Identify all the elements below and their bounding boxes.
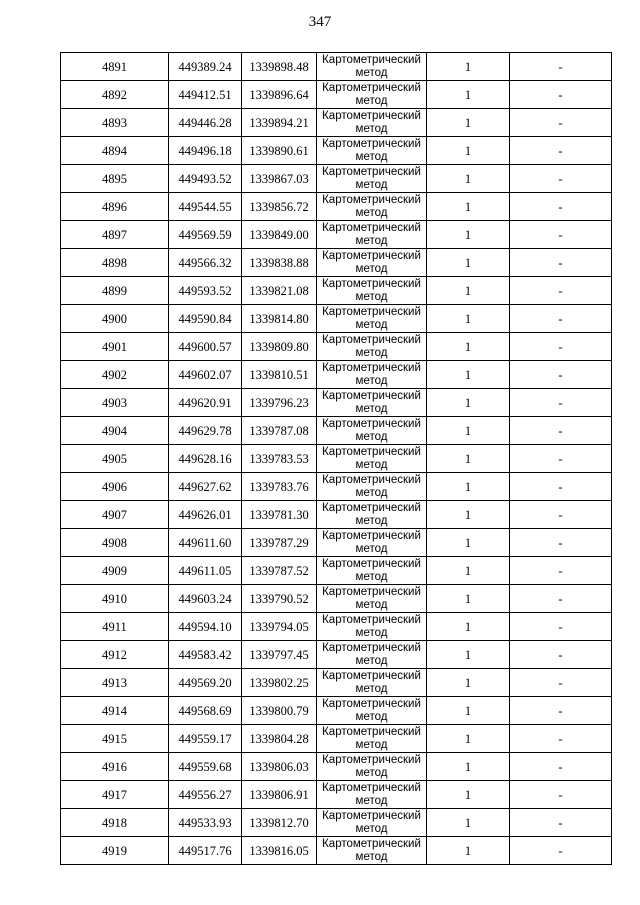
x-coordinate-cell: 449569.20: [169, 669, 242, 697]
point-number-cell: 4909: [61, 557, 169, 585]
method-line-1: Картометрический: [322, 362, 421, 374]
table-row: [61, 809, 612, 837]
method-line-2: метод: [355, 459, 388, 471]
point-number-cell: 4913: [61, 669, 169, 697]
method-line-1: Картометрический: [322, 726, 421, 738]
method-cell: [317, 333, 427, 361]
method-cell: [317, 529, 427, 557]
point-number-cell: 4918: [61, 809, 169, 837]
accuracy-cell: 1: [427, 641, 510, 669]
method-cell: [317, 417, 427, 445]
accuracy-cell: 1: [427, 557, 510, 585]
table-row: [61, 221, 612, 249]
table-row: [61, 333, 612, 361]
accuracy-cell: 1: [427, 669, 510, 697]
note-cell: -: [510, 585, 612, 613]
method-line-1: Картометрический: [322, 698, 421, 710]
table-row: [61, 249, 612, 277]
y-coordinate-cell: 1339800.79: [242, 697, 317, 725]
coordinates-table: [60, 52, 612, 865]
accuracy-cell: 1: [427, 305, 510, 333]
method-cell: [317, 137, 427, 165]
accuracy-cell: 1: [427, 221, 510, 249]
method-cell: [317, 753, 427, 781]
point-number-cell: 4900: [61, 305, 169, 333]
accuracy-cell: 1: [427, 81, 510, 109]
point-number-cell: 4908: [61, 529, 169, 557]
table-row: [61, 781, 612, 809]
method-line-2: метод: [355, 711, 388, 723]
note-cell: -: [510, 333, 612, 361]
method-line-1: Картометрический: [322, 110, 421, 122]
y-coordinate-cell: 1339890.61: [242, 137, 317, 165]
method-line-1: Картометрический: [322, 782, 421, 794]
note-cell: -: [510, 277, 612, 305]
method-cell: [317, 165, 427, 193]
point-number-cell: 4906: [61, 473, 169, 501]
method-cell: [317, 277, 427, 305]
note-cell: -: [510, 249, 612, 277]
table-row: [61, 445, 612, 473]
table-row: [61, 165, 612, 193]
note-cell: -: [510, 473, 612, 501]
method-cell: [317, 669, 427, 697]
method-cell: [317, 501, 427, 529]
method-cell: [317, 109, 427, 137]
point-number-cell: 4915: [61, 725, 169, 753]
accuracy-cell: 1: [427, 501, 510, 529]
table-row: [61, 501, 612, 529]
accuracy-cell: 1: [427, 473, 510, 501]
x-coordinate-cell: 449556.27: [169, 781, 242, 809]
x-coordinate-cell: 449602.07: [169, 361, 242, 389]
y-coordinate-cell: 1339809.80: [242, 333, 317, 361]
x-coordinate-cell: 449629.78: [169, 417, 242, 445]
method-cell: [317, 557, 427, 585]
method-line-2: метод: [355, 739, 388, 751]
method-line-2: метод: [355, 571, 388, 583]
method-line-2: метод: [355, 767, 388, 779]
method-line-2: метод: [355, 95, 388, 107]
table-row: [61, 585, 612, 613]
method-cell: [317, 249, 427, 277]
note-cell: -: [510, 109, 612, 137]
point-number-cell: 4891: [61, 53, 169, 81]
table-row: [61, 277, 612, 305]
method-line-1: Картометрический: [322, 250, 421, 262]
method-line-1: Картометрический: [322, 82, 421, 94]
y-coordinate-cell: 1339802.25: [242, 669, 317, 697]
y-coordinate-cell: 1339810.51: [242, 361, 317, 389]
method-cell: [317, 305, 427, 333]
table-row: [61, 641, 612, 669]
accuracy-cell: 1: [427, 109, 510, 137]
accuracy-cell: 1: [427, 333, 510, 361]
y-coordinate-cell: 1339894.21: [242, 109, 317, 137]
point-number-cell: 4893: [61, 109, 169, 137]
method-line-1: Картометрический: [322, 194, 421, 206]
method-line-1: Картометрический: [322, 278, 421, 290]
y-coordinate-cell: 1339787.29: [242, 529, 317, 557]
table-row: [61, 193, 612, 221]
note-cell: -: [510, 417, 612, 445]
accuracy-cell: 1: [427, 725, 510, 753]
method-cell: [317, 613, 427, 641]
x-coordinate-cell: 449593.52: [169, 277, 242, 305]
method-line-1: Картометрический: [322, 446, 421, 458]
table-row: [61, 697, 612, 725]
point-number-cell: 4892: [61, 81, 169, 109]
method-line-1: Картометрический: [322, 586, 421, 598]
x-coordinate-cell: 449544.55: [169, 193, 242, 221]
x-coordinate-cell: 449590.84: [169, 305, 242, 333]
y-coordinate-cell: 1339787.52: [242, 557, 317, 585]
method-line-1: Картометрический: [322, 334, 421, 346]
table-row: [61, 837, 612, 865]
note-cell: -: [510, 725, 612, 753]
table-row: [61, 473, 612, 501]
table-row: [61, 305, 612, 333]
x-coordinate-cell: 449568.69: [169, 697, 242, 725]
method-line-1: Картометрический: [322, 754, 421, 766]
note-cell: -: [510, 753, 612, 781]
x-coordinate-cell: 449569.59: [169, 221, 242, 249]
point-number-cell: 4903: [61, 389, 169, 417]
y-coordinate-cell: 1339856.72: [242, 193, 317, 221]
method-cell: [317, 361, 427, 389]
method-cell: [317, 221, 427, 249]
accuracy-cell: 1: [427, 389, 510, 417]
x-coordinate-cell: 449611.60: [169, 529, 242, 557]
method-line-1: Картометрический: [322, 222, 421, 234]
y-coordinate-cell: 1339816.05: [242, 837, 317, 865]
y-coordinate-cell: 1339838.88: [242, 249, 317, 277]
method-cell: [317, 781, 427, 809]
table-row: [61, 81, 612, 109]
accuracy-cell: 1: [427, 165, 510, 193]
point-number-cell: 4917: [61, 781, 169, 809]
point-number-cell: 4895: [61, 165, 169, 193]
method-line-1: Картометрический: [322, 838, 421, 850]
note-cell: -: [510, 81, 612, 109]
note-cell: -: [510, 305, 612, 333]
y-coordinate-cell: 1339898.48: [242, 53, 317, 81]
method-line-1: Картометрический: [322, 614, 421, 626]
point-number-cell: 4912: [61, 641, 169, 669]
note-cell: -: [510, 445, 612, 473]
x-coordinate-cell: 449603.24: [169, 585, 242, 613]
table-row: [61, 389, 612, 417]
method-line-1: Картометрический: [322, 54, 421, 66]
method-line-2: метод: [355, 235, 388, 247]
point-number-cell: 4899: [61, 277, 169, 305]
y-coordinate-cell: 1339783.53: [242, 445, 317, 473]
table-row: [61, 753, 612, 781]
point-number-cell: 4901: [61, 333, 169, 361]
note-cell: -: [510, 389, 612, 417]
accuracy-cell: 1: [427, 809, 510, 837]
accuracy-cell: 1: [427, 585, 510, 613]
x-coordinate-cell: 449389.24: [169, 53, 242, 81]
method-cell: [317, 725, 427, 753]
method-cell: [317, 81, 427, 109]
y-coordinate-cell: 1339896.64: [242, 81, 317, 109]
accuracy-cell: 1: [427, 249, 510, 277]
x-coordinate-cell: 449517.76: [169, 837, 242, 865]
note-cell: -: [510, 501, 612, 529]
method-cell: [317, 389, 427, 417]
y-coordinate-cell: 1339790.52: [242, 585, 317, 613]
accuracy-cell: 1: [427, 837, 510, 865]
note-cell: -: [510, 697, 612, 725]
x-coordinate-cell: 449566.32: [169, 249, 242, 277]
x-coordinate-cell: 449594.10: [169, 613, 242, 641]
x-coordinate-cell: 449626.01: [169, 501, 242, 529]
method-line-2: метод: [355, 151, 388, 163]
method-cell: [317, 193, 427, 221]
x-coordinate-cell: 449559.17: [169, 725, 242, 753]
note-cell: -: [510, 137, 612, 165]
y-coordinate-cell: 1339812.70: [242, 809, 317, 837]
point-number-cell: 4905: [61, 445, 169, 473]
method-cell: [317, 641, 427, 669]
method-line-1: Картометрический: [322, 670, 421, 682]
method-line-2: метод: [355, 543, 388, 555]
method-cell: [317, 445, 427, 473]
method-line-2: метод: [355, 375, 388, 387]
y-coordinate-cell: 1339867.03: [242, 165, 317, 193]
method-line-1: Картометрический: [322, 642, 421, 654]
y-coordinate-cell: 1339796.23: [242, 389, 317, 417]
method-line-2: метод: [355, 823, 388, 835]
method-line-1: Картометрический: [322, 558, 421, 570]
accuracy-cell: 1: [427, 697, 510, 725]
point-number-cell: 4898: [61, 249, 169, 277]
point-number-cell: 4896: [61, 193, 169, 221]
method-line-2: метод: [355, 599, 388, 611]
method-line-2: метод: [355, 851, 388, 863]
coordinates-table-body: [61, 53, 612, 865]
method-line-2: метод: [355, 207, 388, 219]
method-cell: [317, 53, 427, 81]
method-line-1: Картометрический: [322, 474, 421, 486]
point-number-cell: 4907: [61, 501, 169, 529]
y-coordinate-cell: 1339797.45: [242, 641, 317, 669]
table-row: [61, 725, 612, 753]
note-cell: -: [510, 221, 612, 249]
note-cell: -: [510, 781, 612, 809]
point-number-cell: 4911: [61, 613, 169, 641]
accuracy-cell: 1: [427, 137, 510, 165]
accuracy-cell: 1: [427, 753, 510, 781]
table-row: [61, 137, 612, 165]
x-coordinate-cell: 449583.42: [169, 641, 242, 669]
y-coordinate-cell: 1339806.03: [242, 753, 317, 781]
note-cell: -: [510, 529, 612, 557]
y-coordinate-cell: 1339806.91: [242, 781, 317, 809]
method-cell: [317, 697, 427, 725]
method-line-2: метод: [355, 627, 388, 639]
accuracy-cell: 1: [427, 277, 510, 305]
x-coordinate-cell: 449559.68: [169, 753, 242, 781]
x-coordinate-cell: 449620.91: [169, 389, 242, 417]
x-coordinate-cell: 449611.05: [169, 557, 242, 585]
note-cell: -: [510, 193, 612, 221]
method-line-1: Картометрический: [322, 418, 421, 430]
note-cell: -: [510, 809, 612, 837]
x-coordinate-cell: 449412.51: [169, 81, 242, 109]
method-line-2: метод: [355, 795, 388, 807]
table-row: [61, 557, 612, 585]
x-coordinate-cell: 449496.18: [169, 137, 242, 165]
method-line-2: метод: [355, 319, 388, 331]
point-number-cell: 4894: [61, 137, 169, 165]
table-row: [61, 613, 612, 641]
point-number-cell: 4904: [61, 417, 169, 445]
method-line-2: метод: [355, 123, 388, 135]
x-coordinate-cell: 449627.62: [169, 473, 242, 501]
method-line-2: метод: [355, 347, 388, 359]
note-cell: -: [510, 53, 612, 81]
method-line-1: Картометрический: [322, 138, 421, 150]
table-row: [61, 669, 612, 697]
y-coordinate-cell: 1339794.05: [242, 613, 317, 641]
note-cell: -: [510, 613, 612, 641]
accuracy-cell: 1: [427, 445, 510, 473]
method-line-2: метод: [355, 67, 388, 79]
table-row: [61, 529, 612, 557]
method-line-2: метод: [355, 655, 388, 667]
x-coordinate-cell: 449533.93: [169, 809, 242, 837]
y-coordinate-cell: 1339787.08: [242, 417, 317, 445]
method-line-1: Картометрический: [322, 810, 421, 822]
x-coordinate-cell: 449493.52: [169, 165, 242, 193]
y-coordinate-cell: 1339849.00: [242, 221, 317, 249]
table-row: [61, 361, 612, 389]
method-line-2: метод: [355, 291, 388, 303]
note-cell: -: [510, 165, 612, 193]
method-cell: [317, 585, 427, 613]
accuracy-cell: 1: [427, 781, 510, 809]
point-number-cell: 4902: [61, 361, 169, 389]
y-coordinate-cell: 1339781.30: [242, 501, 317, 529]
method-line-1: Картометрический: [322, 502, 421, 514]
note-cell: -: [510, 837, 612, 865]
method-line-2: метод: [355, 515, 388, 527]
accuracy-cell: 1: [427, 529, 510, 557]
note-cell: -: [510, 669, 612, 697]
accuracy-cell: 1: [427, 53, 510, 81]
note-cell: -: [510, 557, 612, 585]
accuracy-cell: 1: [427, 361, 510, 389]
method-line-1: Картометрический: [322, 166, 421, 178]
method-line-1: Картометрический: [322, 390, 421, 402]
y-coordinate-cell: 1339783.76: [242, 473, 317, 501]
note-cell: -: [510, 641, 612, 669]
x-coordinate-cell: 449600.57: [169, 333, 242, 361]
x-coordinate-cell: 449446.28: [169, 109, 242, 137]
method-line-2: метод: [355, 683, 388, 695]
method-line-2: метод: [355, 403, 388, 415]
method-line-1: Картометрический: [322, 306, 421, 318]
method-line-1: Картометрический: [322, 530, 421, 542]
x-coordinate-cell: 449628.16: [169, 445, 242, 473]
method-line-2: метод: [355, 263, 388, 275]
note-cell: -: [510, 361, 612, 389]
y-coordinate-cell: 1339814.80: [242, 305, 317, 333]
table-row: [61, 417, 612, 445]
table-row: [61, 109, 612, 137]
table-row: [61, 53, 612, 81]
accuracy-cell: 1: [427, 193, 510, 221]
method-line-2: метод: [355, 431, 388, 443]
y-coordinate-cell: 1339821.08: [242, 277, 317, 305]
y-coordinate-cell: 1339804.28: [242, 725, 317, 753]
accuracy-cell: 1: [427, 417, 510, 445]
accuracy-cell: 1: [427, 613, 510, 641]
point-number-cell: 4914: [61, 697, 169, 725]
method-cell: [317, 473, 427, 501]
point-number-cell: 4897: [61, 221, 169, 249]
method-cell: [317, 837, 427, 865]
point-number-cell: 4919: [61, 837, 169, 865]
method-line-2: метод: [355, 179, 388, 191]
page-number: 347: [308, 14, 332, 30]
point-number-cell: 4910: [61, 585, 169, 613]
method-cell: [317, 809, 427, 837]
point-number-cell: 4916: [61, 753, 169, 781]
method-line-2: метод: [355, 487, 388, 499]
